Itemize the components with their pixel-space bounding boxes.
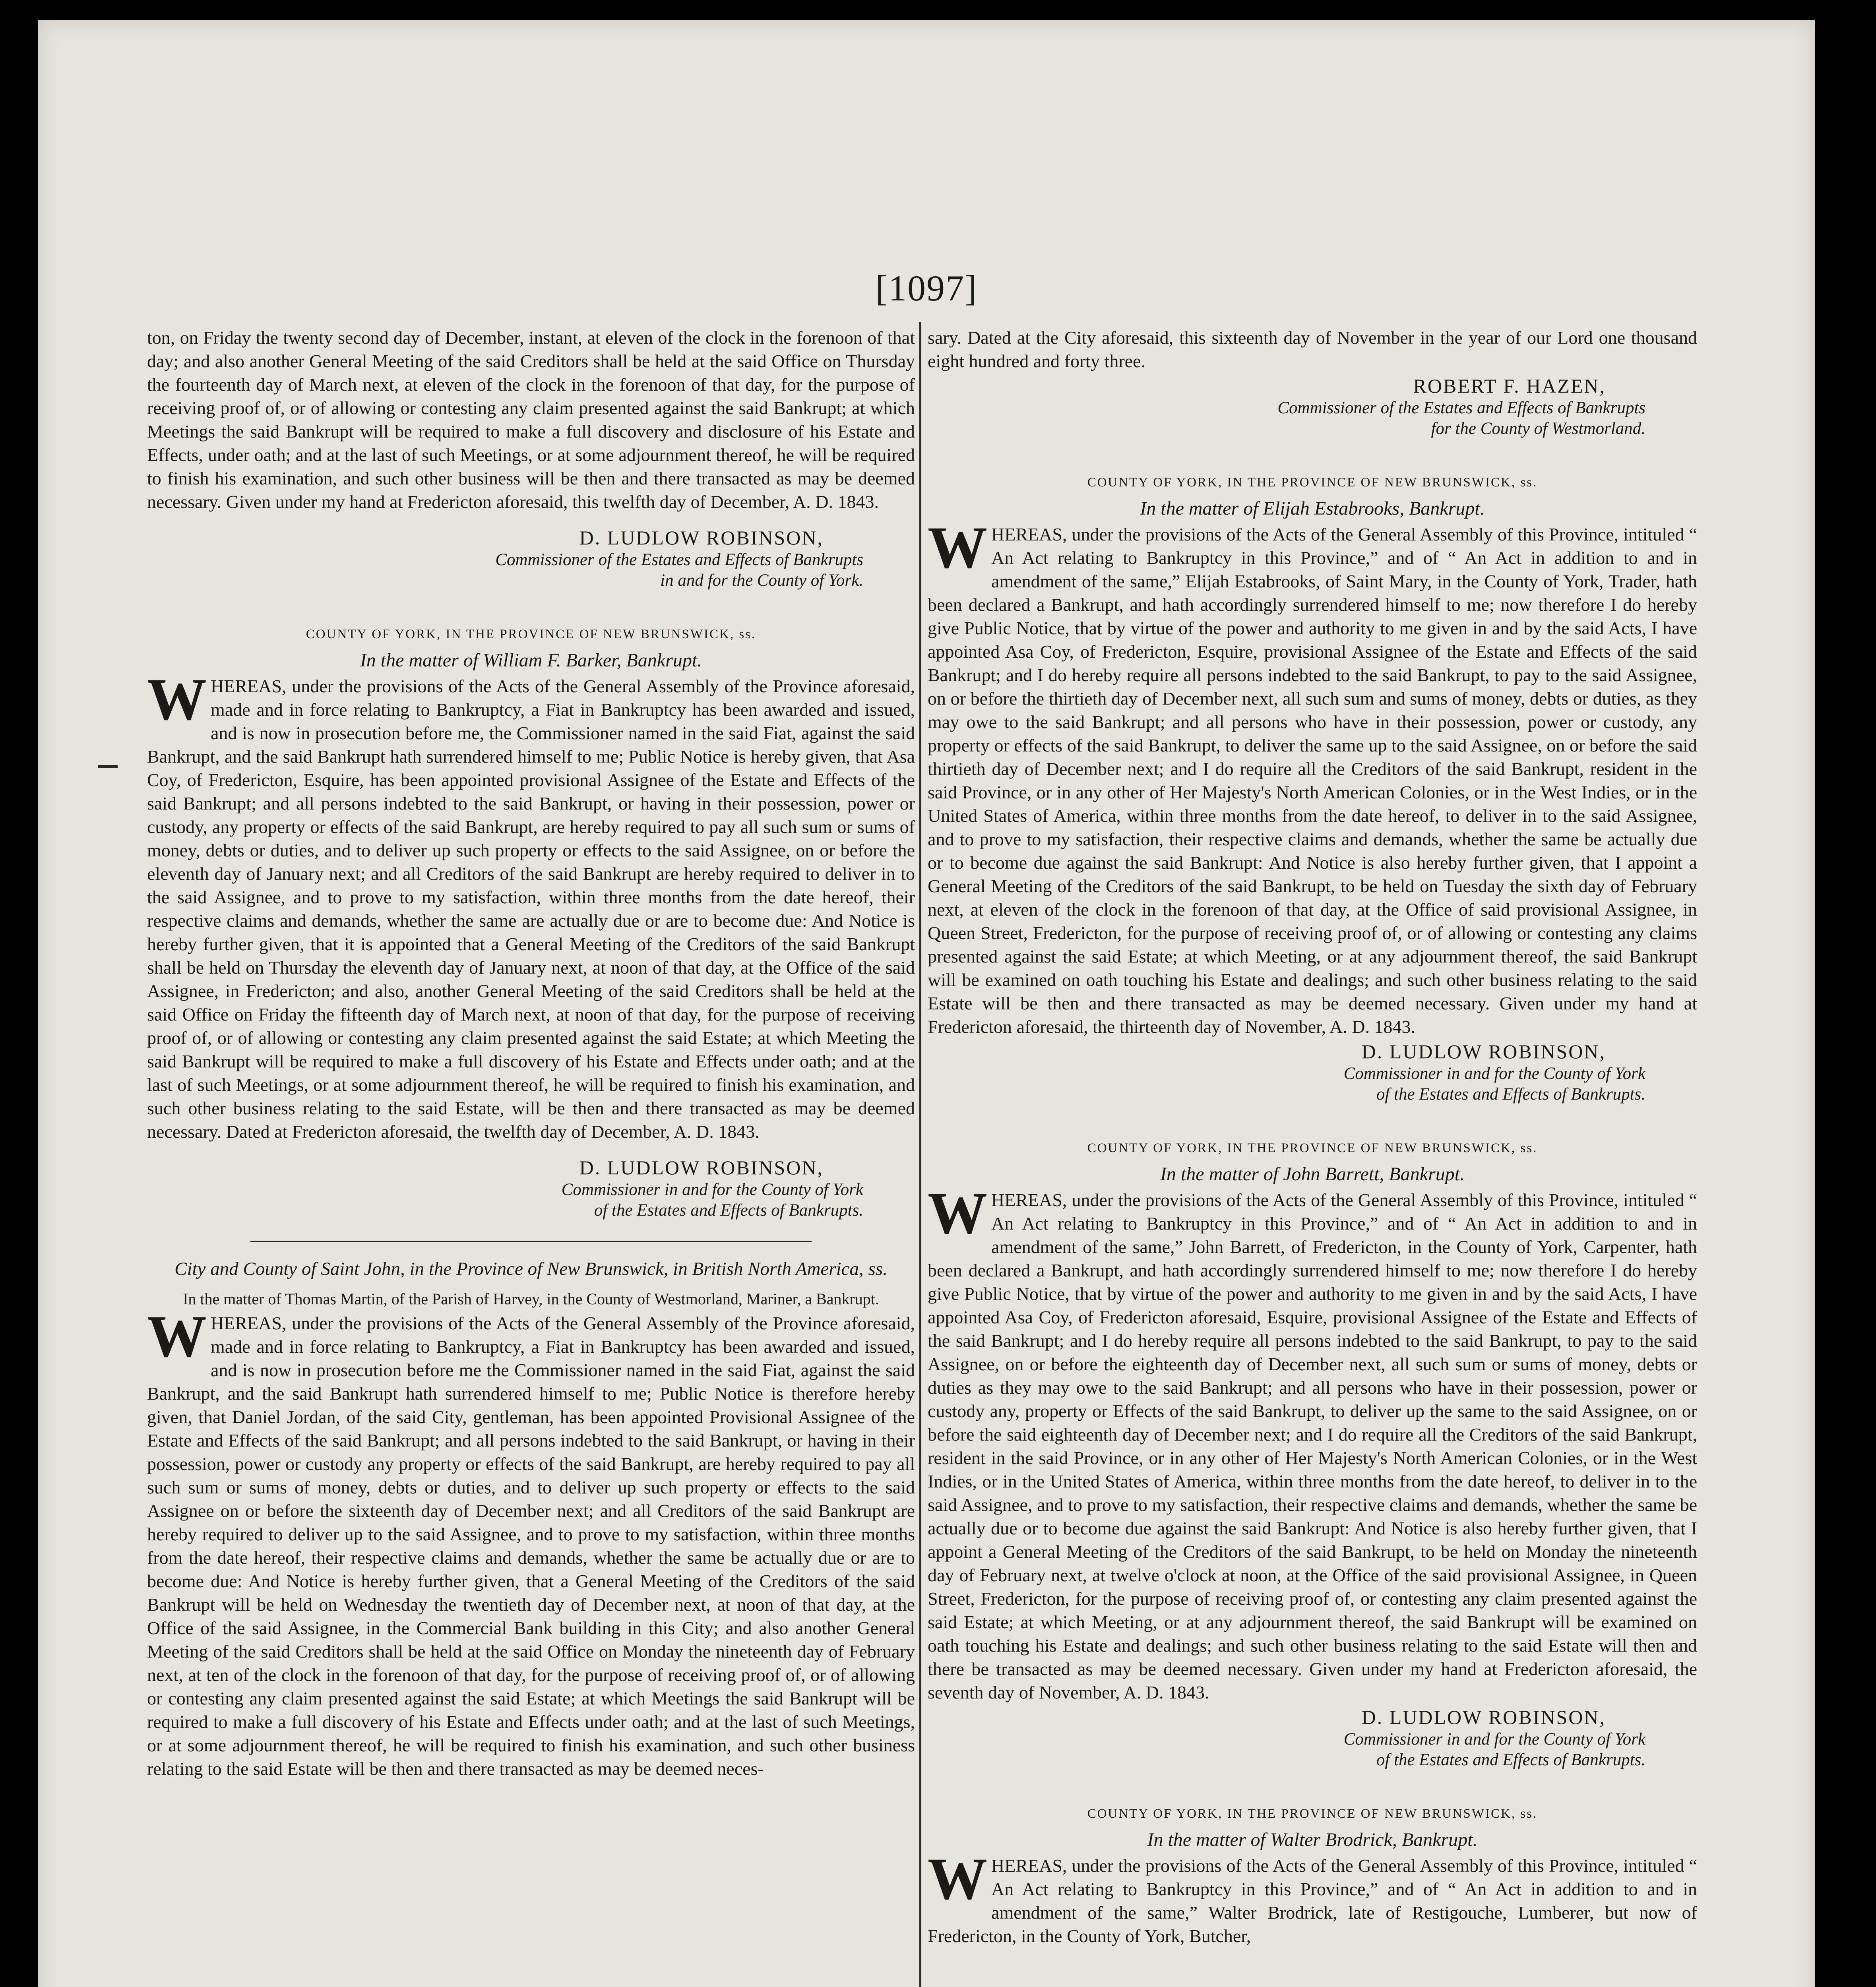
matter-heading: In the matter of William F. Barker, Bankrupt. — [360, 650, 702, 671]
matter-heading: In the matter of Walter Brodrick, Bankrupt. — [1147, 1829, 1478, 1850]
signature-block — [147, 526, 915, 591]
signatory-title — [147, 550, 915, 591]
notice-body — [928, 1846, 1697, 1948]
signatory-title — [928, 398, 1697, 439]
drop-cap: W — [928, 515, 987, 581]
drop-cap: W — [147, 1303, 207, 1369]
signatory-title-line: of the Estates and Effects of Bankrupts. — [1376, 1751, 1645, 1769]
signatory-title-line: Commissioner of the Estates and Effects of Bankrupts — [495, 550, 863, 569]
signatory-name: D. LUDLOW ROBINSON, — [1361, 1040, 1606, 1063]
signatory-name: D. LUDLOW ROBINSON, — [579, 1156, 824, 1179]
notice-martin — [147, 1258, 915, 1780]
signature-block — [928, 1706, 1697, 1770]
signatory-title-line: Commissioner of the Estates and Effects of Bankrupts — [1277, 399, 1645, 417]
notice-barrett — [928, 1137, 1697, 1770]
signatory-title-line: in and for the County of York. — [660, 571, 863, 590]
signatory-title-line: of the Estates and Effects of Bankrupts. — [594, 1201, 863, 1220]
signatory-title-line: of the Estates and Effects of Bankrupts. — [1376, 1085, 1645, 1104]
matter-heading: In the matter of John Barrett, Bankrupt. — [1160, 1164, 1465, 1185]
notice-body — [147, 1303, 915, 1780]
signatory-name: D. LUDLOW ROBINSON, — [1361, 1706, 1606, 1728]
notice-text: HEREAS, under the provisions of the Acts of the General Assembly of the Province aforesaid, made and in force relating to Bankruptcy, a Fiat in Bankruptcy has been awarded and issued, and is now in prosecution before me, the Commissioner named in the said Fiat, against the said Bankrupt, and the said Bankrupt hath surrendered himself to me; Public Notice is hereby given, that Asa Coy, of Fredericton, Esquire, has been appointed provisional Assignee of the Estate and Effects of the said Bankrupt; and all persons indebted to the said Bankrupt, or having in their possession, power or custody, any property or effects of the said Bankrupt, are hereby required to pay all such sum or sums of money, debts or duties, and to deliver up such property or effects to the said Assignee, on or before the eleventh day of January next; and all Creditors of the said Bankrupt are hereby required to deliver in to the said Assignee, and to prove to my satisfaction, within three months from the date hereof, their respective claims and demands, whether the same are actually due or are to become due: And Notice is hereby further given, that it is appointed that a General Meeting of the Creditors of the said Bankrupt shall be held on Thursday the eleventh day of January next, at noon of that day, at the Office of the said Assignee, in Fredericton; and also, another General Meeting of the said Creditors shall be held at the said Office on Friday the fifteenth day of March next, at noon of that day, for the purpose of receiving proof of, or of allowing or contesting any claim presented against the said Estate; at which Meeting the said Bankrupt will be required to make a full discovery of his Estate and Effects under oath; and at the last of such Meetings, or at some adjournment thereof, he will be required to finish his examination, and such other business relating to the said Estate, will be then and there transacted as may be deemed necessary. Dated at Fredericton aforesaid, the twelfth day of December, A. D. 1843. — [147, 676, 915, 1142]
signatory-title-line: Commissioner in and for the County of York — [1343, 1064, 1645, 1083]
continued-text: ton, on Friday the twenty second day of December, instant, at eleven of the clock in the forenoon of that day; and also another General Meeting of the said Creditors shall be held at the said Office on Thursday the fourteenth day of March next, at eleven of the clock in the forenoon of that day, for the purpose of receiving proof of, or of allowing or contesting any claim presented against the said Bankrupt; at which Meetings the said Bankrupt will be required to make a full discovery and disclosure of his Estate and Effects, under oath; and at the last of such Meetings, or at some adjournment thereof, he will be required to finish his examination, and such other business will be then and there transacted as may be deemed necessary. Given under my hand at Fredericton aforesaid, this twelfth day of December, A. D. 1843. — [147, 327, 915, 512]
notice-body — [928, 1180, 1697, 1704]
page-number: [1097] — [875, 268, 978, 308]
left-column — [147, 326, 915, 1780]
matter-heading: In the matter of Elijah Estabrooks, Bankrupt. — [1140, 498, 1485, 519]
notice-brodrick — [928, 1802, 1697, 1948]
notice-text: HEREAS, under the provisions of the Acts of the General Assembly of the Province aforesaid, made and in force relating to Bankruptcy, a Fiat in Bankruptcy has been awarded and issued, and is now in prosecution before me the Commissioner named in the said Fiat, against the said Bankrupt, and the said Bankrupt hath surrendered himself to me; Public Notice is therefore hereby given, that Daniel Jordan, of the said City, gentleman, has been appointed Provisional Assignee of the Estate and Effects of the said Bankrupt; and all persons indebted to the said Bankrupt, or having in their possession, power or custody any property or effects of the said Bankrupt, are hereby required to pay all such sum or sums of money, debts or duties, and to deliver up such property or effects to the said Assignee on or before the sixteenth day of December next; and all Creditors of the said Bankrupt are hereby required to deliver up to the said Assignee, and to prove to my satisfaction, within three months from the date hereof, their respective claims and demands, whether the same be actually due or are to become due: And Notice is hereby further given, that a General Meeting of the Creditors of the said Bankrupt will be held on Wednesday the twentieth day of December next, at noon of that day, at the Office of the said Assignee, in the Commercial Bank building in this City; and also another General Meeting of the said Creditors shall be held at the said Office on Monday the nineteenth day of February next, at ten of the clock in the forenoon of that day, for the purpose of receiving proof of, or of allowing or contesting any claim presented against the said Estate; at which Meetings the said Bankrupt will be required to make a full discovery of his Estate and Effects under oath; and at the last of such Meetings, or at some adjournment thereof, he will be required to finish his examination, and such other business relating to the said Estate will be then and there transacted as may be deemed neces- — [147, 1313, 915, 1779]
signatory-title-line: Commissioner in and for the County of York — [1343, 1730, 1645, 1749]
gazette-page — [38, 20, 1815, 1987]
county-heading: COUNTY OF YORK, IN THE PROVINCE OF NEW BRUNSWICK, ss. — [306, 627, 756, 641]
notice-text: HEREAS, under the provisions of the Acts of the General Assembly of this Province, intituled “ An Act relating to Bankruptcy in this Province,” and of “ An Act in addition to and in amendment of the same,” Elijah Estabrooks, of Saint Mary, in the County of York, Trader, hath been declared a Bankrupt, and hath accordingly surrendered himself to me; now therefore I do hereby give Public Notice, that by virtue of the power and authority to me given in and by the said Acts, I have appointed Asa Coy, of Fredericton, Esquire, provisional Assignee of the Estate and Effects of the said Bankrupt; and I do hereby require all persons indebted to the said Bankrupt, to pay to the said Assignee, on or before the thirtieth day of December next, all such sum and sums of money, debts or duties, as they may owe to the said Bankrupt; and all persons who have in their possession, power or custody, any property or effects of the said Bankrupt, to deliver the same up to the said Assignee, on or before the said thirtieth day of December next; and I do require all the Creditors of the said Bankrupt, resident in the said Province, or in any other of Her Majesty's North American Colonies, or in the West Indies, or in the United States of America, within three months from the date hereof, to deliver in to the said Assignee, and to prove to my satisfaction, their respective claims and demands, whether the same be actually due or to become due against the said Bankrupt: And Notice is also hereby further given, that I appoint a General Meeting of the Creditors of the said Bankrupt, to be held on Tuesday the sixth day of February next, at eleven of the clock in the forenoon of that day, at the Office of said provisional Assignee, in Queen Street, Fredericton, for the purpose of receiving proof of, or of allowing or contesting any claims presented against the said Estate; at which Meeting, or at any adjournment thereof, the said Bankrupt will be examined on oath touching his Estate and dealings; and such other business relating to the said Estate will be then and there transacted as may be deemed necessary. Given under my hand at Fredericton aforesaid, the thirteenth day of November, A. D. 1843. — [928, 524, 1697, 1037]
signature-block — [928, 374, 1697, 439]
margin-mark — [98, 765, 118, 768]
drop-cap: W — [928, 1846, 987, 1912]
signatory-title-line: Commissioner in and for the County of York — [561, 1180, 863, 1199]
section-divider — [250, 1241, 812, 1242]
continued-text: sary. Dated at the City aforesaid, this sixteenth day of November in the year of our Lord one thousand eight hundred and forty three. — [928, 327, 1697, 371]
right-column — [928, 326, 1697, 1948]
jurisdiction-heading: City and County of Saint John, in the Province of New Brunswick, in British North America, ss. — [174, 1259, 888, 1279]
notice-body — [928, 515, 1697, 1038]
drop-cap: W — [147, 666, 207, 732]
county-heading: COUNTY OF YORK, IN THE PROVINCE OF NEW BRUNSWICK, ss. — [1087, 1807, 1538, 1821]
signatory-title-line: for the County of Westmorland. — [1431, 419, 1645, 438]
signatory-name: ROBERT F. HAZEN, — [1413, 375, 1606, 397]
notice-estabrooks — [928, 471, 1697, 1105]
signatory-title — [147, 1179, 915, 1221]
signatory-name: D. LUDLOW ROBINSON, — [579, 527, 824, 549]
matter-heading: In the matter of Thomas Martin, of the Parish of Harvey, in the County of Westmorland, Mariner, a Bankrupt. — [183, 1290, 879, 1308]
signature-block — [928, 1040, 1697, 1105]
drop-cap: W — [928, 1180, 987, 1246]
signature-block — [147, 1156, 915, 1221]
notice-body — [147, 666, 915, 1143]
county-heading: COUNTY OF YORK, IN THE PROVINCE OF NEW BRUNSWICK, ss. — [1087, 475, 1538, 490]
signatory-title — [928, 1063, 1697, 1105]
notice-barker — [147, 623, 915, 1221]
column-divider — [919, 322, 921, 1987]
county-heading: COUNTY OF YORK, IN THE PROVINCE OF NEW BRUNSWICK, ss. — [1087, 1141, 1538, 1155]
notice-text: HEREAS, under the provisions of the Acts of the General Assembly of this Province, intituled “ An Act relating to Bankruptcy in this Province,” and of “ An Act in addition to and in amendment of the same,” Walter Brodrick, late of Restigouche, Lumberer, but now of Fredericton, in the County of York, Butcher, — [928, 1855, 1697, 1946]
notice-text: HEREAS, under the provisions of the Acts of the General Assembly of this Province, intituled “ An Act relating to Bankruptcy in this Province,” and of “ An Act in addition to and in amendment of the same,” John Barrett, of Fredericton, in the County of York, Carpenter, hath been declared a Bankrupt, and hath accordingly surrendered himself to me; now therefore I do hereby give Public Notice, that by virtue of the power and authority to me given in and by the said Acts, I have appointed Asa Coy, of Fredericton aforesaid, Esquire, provisional Assignee of the Estate and Effects of the said Bankrupt; and I do hereby require all persons indebted to the said Bankrupt, to pay to the said Assignee, on or before the eighteenth day of December next, all such sum or sums of money, debts or duties as they may owe to the said Bankrupt; and all persons who have in their possession, power or custody any, property or Effects of the said Bankrupt, to deliver up the same to the said Assignee, on or before the said eighteenth day of December next; and I do require all the Creditors of the said Bankrupt, resident in the said Province, or in any other of Her Majesty's North American Colonies, or in the West Indies, or in the United States of America, within three months from the date hereof, to deliver in to the said Assignee, and to prove to my satisfaction, their respective claims and demands, whether the same be actually due or to become due against the said Bankrupt: And Notice is also hereby further given, that I appoint a General Meeting of the Creditors of the said Bankrupt, to be held on Monday the nineteenth day of February next, at twelve o'clock at noon, at the Office of the said provisional Assignee, in Queen Street, Fredericton, for the purpose of receiving proof of, or contesting any claim presented against the said Estate; at which Meeting, or at any adjournment thereof, the said Bankrupt will be examined on oath touching his Estate and dealings; and such other business relating to the said Estate will then and there be transacted as may be deemed necessary. Given under my hand at Fredericton aforesaid, the seventh day of November, A. D. 1843. — [928, 1190, 1697, 1702]
signatory-title — [928, 1729, 1697, 1770]
